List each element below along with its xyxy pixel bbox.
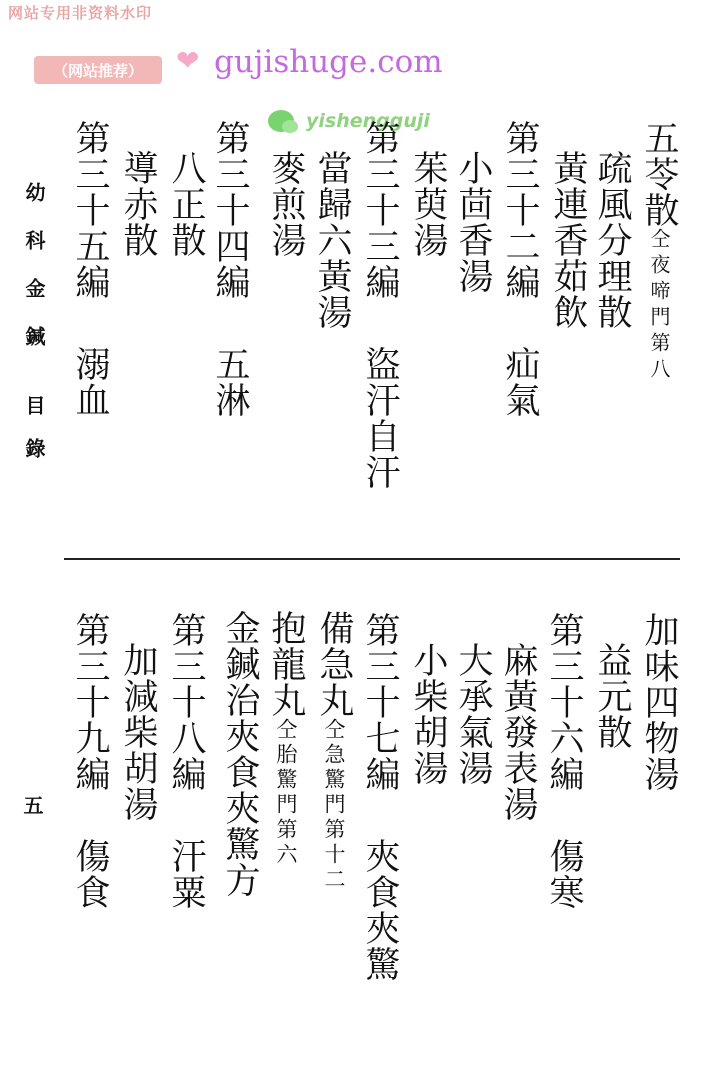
- watermark-badge: （网站推荐）: [34, 56, 162, 84]
- section-divider: [64, 558, 680, 560]
- entry: 金鍼治夾食夾驚方: [220, 610, 260, 898]
- entry: 加味四物湯: [639, 612, 679, 792]
- section-heading: [544, 612, 584, 910]
- section-number: 第三十八編: [166, 612, 206, 792]
- entry-note: 仝急驚門第十二: [322, 718, 346, 893]
- section-heading: [500, 120, 540, 418]
- section-heading: [70, 120, 110, 418]
- watermark-site: gujishuge.com: [214, 44, 443, 80]
- section-title: 五淋: [210, 346, 250, 418]
- entry-note: 仝胎驚門第六: [274, 718, 298, 868]
- entry-main: 抱龍丸: [266, 610, 306, 718]
- section-title: 夾食夾驚: [360, 838, 400, 982]
- title-char: 鍼: [22, 326, 46, 346]
- wechat-icon: [268, 110, 294, 132]
- entry: 茱萸湯: [408, 150, 448, 258]
- section-title: 疝氣: [500, 346, 540, 418]
- heart-icon: ❤: [176, 44, 200, 77]
- entry: 麻黃發表湯: [498, 642, 538, 822]
- section-number: 第三十五編: [70, 120, 110, 300]
- entry: [314, 610, 354, 893]
- entry-note: 仝夜啼門第八: [647, 228, 671, 384]
- watermark-notice: 网站专用非资料水印: [8, 4, 153, 22]
- section-heading: [166, 612, 206, 910]
- entry: [639, 120, 679, 384]
- title-char: 科: [22, 230, 46, 250]
- section-heading: [360, 120, 400, 490]
- section-number: 第三十二編: [500, 120, 540, 300]
- title-char: 目: [22, 395, 46, 415]
- entry: 加減柴胡湯: [118, 642, 158, 822]
- section-title: 傷寒: [544, 838, 584, 910]
- title-char: 金: [22, 278, 46, 298]
- entry: 導赤散: [118, 150, 158, 258]
- entry: 大承氣湯: [453, 642, 493, 786]
- entry: 小柴胡湯: [408, 642, 448, 786]
- section-number: 第三十六編: [544, 612, 584, 792]
- entry-main: 五苓散: [639, 120, 679, 228]
- section-number: 第三十七編: [360, 612, 400, 792]
- section-title: 傷食: [70, 838, 110, 910]
- page-number: 五: [20, 795, 44, 815]
- entry: 小茴香湯: [453, 150, 493, 294]
- section-number: 第三十三編: [360, 120, 400, 300]
- entry: 疏風分理散: [592, 150, 632, 330]
- entry: 八正散: [166, 150, 206, 258]
- entry: [266, 610, 306, 868]
- title-char: 錄: [22, 438, 46, 458]
- entry: 黃連香茹飲: [548, 150, 588, 330]
- title-char: 幼: [22, 182, 46, 202]
- section-number: 第三十九編: [70, 612, 110, 792]
- entry: 當歸六黃湯: [312, 150, 352, 330]
- entry: 益元散: [592, 642, 632, 750]
- section-title: 汗粟: [166, 838, 206, 910]
- section-title: 盜汗自汗: [360, 346, 400, 490]
- watermark-wechat-label: yishengguji: [306, 110, 430, 132]
- section-heading: [360, 612, 400, 982]
- section-title: 溺血: [70, 346, 110, 418]
- section-heading: [210, 120, 250, 418]
- section-number: 第三十四編: [210, 120, 250, 300]
- entry: 麥煎湯: [266, 150, 306, 258]
- section-heading: [70, 612, 110, 910]
- entry-main: 備急丸: [314, 610, 354, 718]
